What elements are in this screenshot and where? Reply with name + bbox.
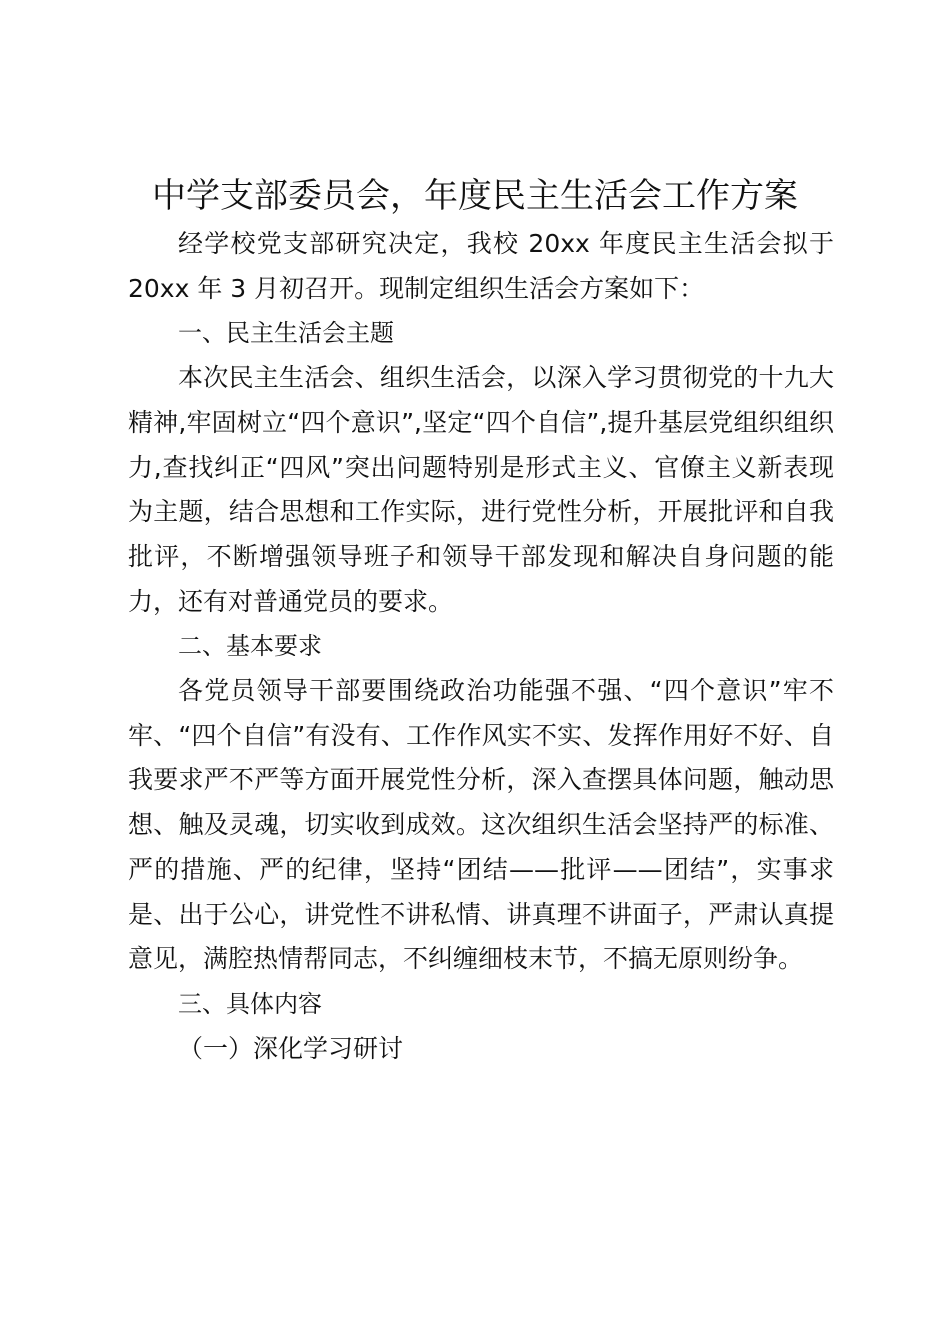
document-body bbox=[128, 222, 834, 1071]
subsection-1-heading: （一）深化学习研讨 bbox=[178, 1033, 404, 1063]
section-1-paragraph: 本次民主生活会、组织生活会，以深入学习贯彻党的十九大精神,牢固树立“四个意识”,坚定“四个自信”,提升基层党组织组织力,查找纠正“四风”突出问题特别是形式主义、官僚主义新表现为主题，结合思想和工作实际，进行党性分析，开展批评和自我批评，不断增强领导班子和领导干部发现和解决自身问题的能力，还有对普通党员的要求。 bbox=[128, 363, 834, 616]
section-1-heading: 一、民主生活会主题 bbox=[178, 319, 394, 348]
section-2-heading: 二、基本要求 bbox=[178, 632, 322, 661]
section-2-paragraph: 各党员领导干部要围绕政治功能强不强、“四个意识”牢不牢、“四个自信”有没有、工作作风实不实、发挥作用好不好、自我要求严不严等方面开展党性分析，深入查摆具体问题，触动思想、触及灵魂，切实收到成效。这次组织生活会坚持严的标准、严的措施、严的纪律，坚持“团结——批评——团结”，实事求是、出于公心，讲党性不讲私情、讲真理不讲面子，严肃认真提意见，满腔热情帮同志，不纠缠细枝末节，不搞无原则纷争。 bbox=[128, 676, 834, 974]
document-title: 中学支部委员会，年度民主生活会工作方案 bbox=[152, 176, 798, 216]
intro-paragraph: 经学校党支部研究决定，我校 20xx 年度民主生活会拟于 20xx 年 3 月初召开。现制定组织生活会方案如下： bbox=[128, 229, 834, 303]
section-3-heading: 三、具体内容 bbox=[178, 989, 322, 1018]
